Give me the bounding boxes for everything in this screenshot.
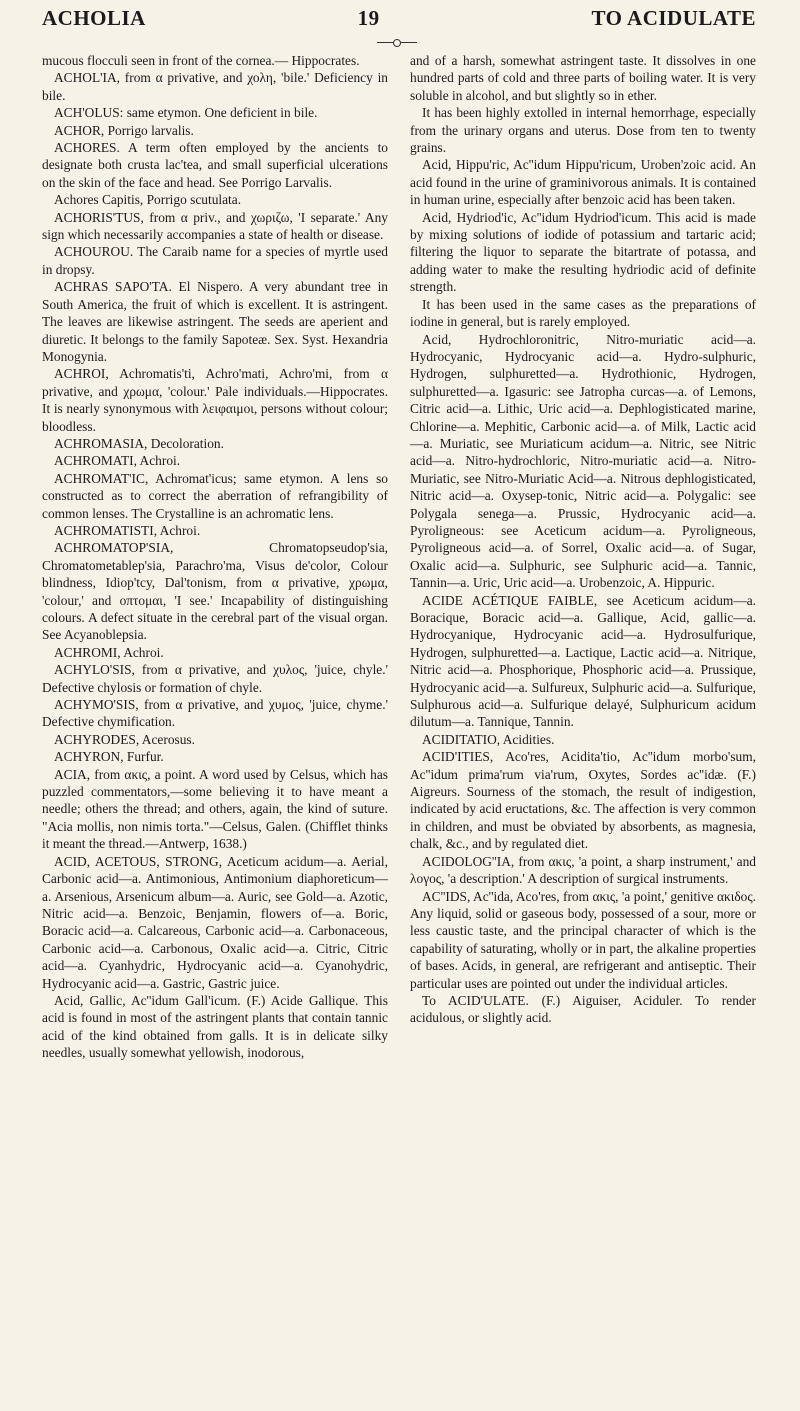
page-number: 19 (357, 6, 380, 30)
running-header (42, 6, 756, 36)
entry-paragraph: ACID'ITIES, Aco'res, Acidita'tio, Ac''idum morbo'sum, Ac''idum prima'rum via'rum, Oxytes, Sordes ac''idæ. (F.) Aigreurs. Sourness of the stomach, the result of indigestion, indicated by acid eructations, &c. The affection is very common in children, and must be obviated by absorbents, as magnesia, chalk, &c., and by regulated diet. (410, 749, 756, 852)
entry-paragraph: AC''IDS, Ac''ida, Aco'res, from ακις, 'a point,' genitive ακιδος. Any liquid, solid or gaseous body, possessed of a sour, more or less caustic taste, and the principal character of which is the capability of saturating, wholly or in part, the alkaline properties of bases. Acids, in general, are refrigerant and antiseptic. Their particular uses are pointed out under the individual articles. (410, 888, 756, 991)
entry-paragraph: ACHYMO'SIS, from α privative, and χυμος, 'juice, chyme.' Defective chymification. (42, 697, 388, 730)
entry-paragraph: ACHOUROU. The Caraib name for a species of myrtle used in dropsy. (42, 244, 388, 277)
entry-paragraph: Acid, Gallic, Ac''idum Gall'icum. (F.) Acide Gallique. This acid is found in most of the astringent plants that contain tannic acid of the kind obtained from galls. It is in delicate silky needles, usually somewhat yellowish, inodorous, (42, 992, 388, 1061)
entry-paragraph: To ACID'ULATE. (F.) Aiguiser, Aciduler. To render acidulous, or slightly acid. (410, 992, 756, 1026)
entry-paragraph: ACHROI, Achromatis'ti, Achro'mati, Achro'mi, from α privative, and χρωμα, 'colour.' Pale individuals.—Hippocrates. It is nearly synonymous with λειφαιμοι, persons without colour; bloodless. (42, 366, 388, 434)
entry-paragraph: Acid, Hippu'ric, Ac''idum Hippu'ricum, Uroben'zoic acid. An acid found in the urine of graminivorous animals. It is contained in human urine, especially after benzoic acid has been taken. (410, 157, 756, 208)
entry-paragraph: ACIA, from ακις, a point. A word used by Celsus, which has puzzled commentators,—some believing it to have meant a needle; others the thread; and others, again, the kind of suture. "Acia mollis, non nimis torta."—Celsus, Galen. (Chifflet thinks it meant the thread.—Antwerp, 1638.) (42, 766, 388, 852)
entry-paragraph: ACHROMATISTI, Achroi. (54, 522, 201, 538)
left-column (42, 52, 388, 1062)
entry-paragraph: ACHOR, Porrigo larvalis. (54, 122, 194, 138)
entry-paragraph: Acid, Hydrochloronitric, Nitro-muriatic acid—a. Hydrocyanic, Hydrocyanic acid—a. Hydro-sulphuric, Hydrogen, sulphuretted—a. Hydrothionic, Hydrogen, sulphuretted—a. Igasuric: see Jatropha curcas—a. of Lemons, Citric acid—a. Lithic, Uric acid—a. Dephlogisticated marine, Chlorine—a. Mephitic, Carbonic acid—a. of Milk, Lactic acid—a. Muriatic, see Muriaticum acidum—a. Nitric, see Nitric acid—a. Nitro-hydrochloric, Nitro-muriatic acid—a. Nitro-Muriatic, see Nitro-Muriatic Acid—a. Nitrous dephlogisticated, Nitric acid—a. Oxysep-tonic, Nitric acid—a. Polygalic: see Polygala senega—a. Prussic, Hydrocyanic acid—a. Pyroligneous: see Aceticum acidum—a. Pyroligneous, Pyroligneous acid—a. of Sorrel, Oxalic acid—a. of Sugar, Oxalic acid—a. Sulphuric, see Sulphuric acid—a. Tannic, Tannin—a. Uric, Uric acid—a. Urobenzoic, A. Hippuric. (410, 331, 756, 591)
entry-paragraph: Achores Capitis, Porrigo scutulata. (54, 192, 242, 208)
entry-paragraph: ACHROMI, Achroi. (54, 644, 164, 660)
entry-paragraph: ACID, ACETOUS, STRONG, Aceticum acidum—a. Aerial, Carbonic acid—a. Antimonious, Antimonium diaphoreticum—a. Arsenious, Arsenicum album—a. Auric, see Gold—a. Azotic, Nitric acid—a. Benzoic, Benjamin, flowers of—a. Boric, Boracic acid—a. Calcareous, Carbonic acid—a. Carbonaceous, Carbonic acid—a. Carbonous, Oxalic acid—a. Citric, Citric acid—a. Cyanhydric, Hydrocyanic acid—a. Cyanohydric, Hydrocyanic acid—a. Gastric, Gastric juice. (42, 853, 388, 991)
right-column (410, 52, 756, 1062)
entry-paragraph: ACHRAS SAPO'TA. El Nispero. A very abundant tree in South America, the fruit of which is excellent. It is astringent. The leaves are likewise astringent. The seeds are aperient and diuretic. It belongs to the family Sapoteæ. Sex. Syst. Hexandria Monogynia. (42, 279, 388, 364)
entry-paragraph: ACHYRODES, Acerosus. (54, 731, 195, 747)
entry-paragraph: Acid, Hydriod'ic, Ac''idum Hydriod'icum. This acid is made by mixing solutions of iodide of potassium and tartaric acid; filtering the liquor to separate the bitartrate of potassa, and adding water to make the resulting hydriodic acid of definite strength. (410, 209, 756, 295)
entry-paragraph: ACHROMATI, Achroi. (54, 453, 181, 469)
entry-paragraph: It has been highly extolled in internal hemorrhage, especially from the urinary organs and uterus. Dose from ten to twenty grains. (410, 105, 756, 156)
entry-paragraph: ACHYRON, Furfur. (54, 749, 164, 765)
entry-paragraph: ACH'OLUS: same etymon. One deficient in bile. (54, 105, 318, 121)
entry-paragraph: and of a harsh, somewhat astringent taste. It dissolves in one hundred parts of cold and three parts of boiling water. It is very soluble in alcohol, and but slightly so in ether. (410, 53, 756, 103)
entry-paragraph: ACIDE ACÉTIQUE FAIBLE, see Aceticum acidum—a. Boracique, Boracic acid—a. Gallique, Acid, gallic—a. Hydrocyanique, Hydrocyanic acid—a. Hydrosulfurique, Hydrogen, sulphuretted—a. Lactique, Lactic acid—a. Nitrique, Nitric acid—a. Phosphorique, Phosphoric acid—a. Prussique, Hydrocyanic acid—a. Sulfureux, Sulphuric acid—a. Sulfurique, Sulphurous acid—a. Sulfurique delayé, Sulphuricum acidum dilutum—a. Tannique, Tannin. (410, 592, 756, 730)
header-right-guide-word: TO ACIDULATE (591, 6, 756, 30)
entry-paragraph: mucous flocculi seen in front of the cornea.— Hippocrates. (42, 53, 360, 68)
header-left-guide-word: ACHOLIA (42, 6, 146, 30)
two-column-body (42, 52, 756, 1062)
entry-paragraph: It has been used in the same cases as the preparations of iodine in general, but is rarely employed. (410, 296, 756, 330)
entry-paragraph: ACHOL'IA, from α privative, and χολη, 'bile.' Deficiency in bile. (42, 70, 388, 103)
entry-paragraph: ACHORIS'TUS, from α priv., and χωριζω, 'I separate.' Any sign which necessarily accompanies a state of health or disease. (42, 209, 388, 243)
entry-paragraph: ACIDITATIO, Acidities. (422, 731, 555, 747)
entry-paragraph: ACHROMASIA, Decoloration. (54, 435, 224, 451)
entry-paragraph: ACHROMAT'IC, Achromat'icus; same etymon. A lens so constructed as to correct the aberration of refrangibility of common lenses. The Crystalline is an achromatic lens. (42, 470, 388, 521)
entry-paragraph: ACHROMATOP'SIA, Chromatopseudop'sia, Chromatometablep'sia, Parachro'ma, Visus de'color, Colour blindness, Idiop'tcy, Dal'tonism, from α privative, χρωμα, 'colour,' and οπτομαι, 'I see.' Incapability of distinguishing colours. A defect situate in the cerebral part of the visual organ. See Acyanoblepsia. (42, 540, 388, 643)
entry-paragraph: ACHORES. A term often employed by the ancients to designate both crusta lac'tea, and small superficial ulcerations on the skin of the face and head. See Porrigo Larvalis. (42, 140, 388, 190)
entry-paragraph: ACIDOLOG''IA, from ακις, 'a point, a sharp instrument,' and λογος, 'a description.' A description of surgical instruments. (410, 853, 756, 887)
header-ornament-rule (42, 36, 756, 50)
entry-paragraph: ACHYLO'SIS, from α privative, and χυλος, 'juice, chyle.' Defective chylosis or formation of chyle. (42, 662, 388, 695)
